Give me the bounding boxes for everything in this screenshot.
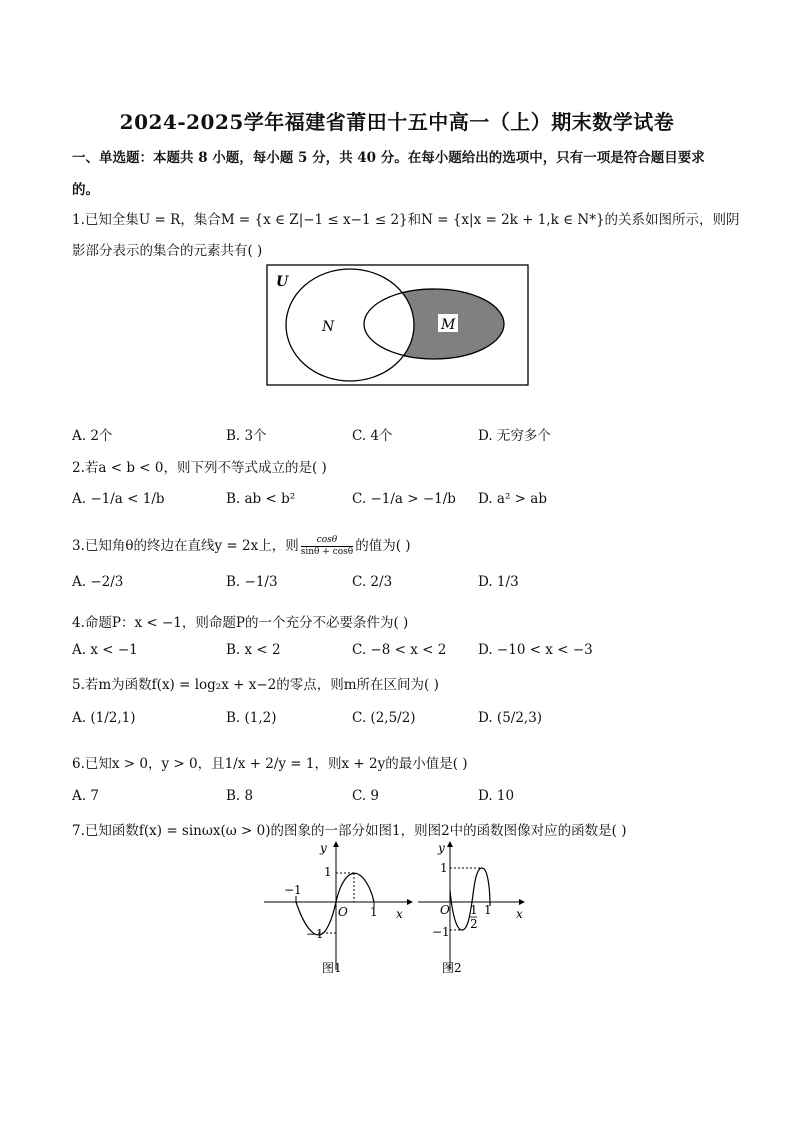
fig2-caption: 图2 — [442, 961, 462, 975]
q3-stem-pre: 3.已知角θ的终边在直线y = 2x上，则 — [72, 538, 299, 554]
q3-option-d: D. 1/3 — [478, 574, 519, 590]
question-6-stem: 6.已知x > 0，y > 0，且1/x + 2/y = 1，则x + 2y的最小值是( ) — [72, 756, 468, 772]
fig1-y-label: y — [320, 841, 327, 855]
q3-frac-num: cosθ — [301, 535, 353, 547]
fig2-y-neg-one: −1 — [432, 925, 450, 939]
fig1-y-neg-one: −1 — [306, 927, 324, 941]
set-m-label: M — [441, 317, 456, 333]
q4-option-c: C. −8 < x < 2 — [352, 642, 447, 658]
q6-option-b: B. 8 — [226, 788, 254, 804]
fig2-x-label: x — [516, 907, 523, 921]
fig1-x-neg-one: −1 — [284, 883, 302, 897]
question-7-stem: 7.已知函数f(x) = sinωx(ω > 0)的图象的一部分如图1，则图2中的函数图像对应的函数是( ) — [72, 823, 627, 839]
fig1-curve — [296, 873, 374, 935]
question-1-line2: 影部分表示的集合的元素共有( ) — [72, 243, 263, 259]
set-n-label: N — [322, 319, 335, 335]
q3-option-b: B. −1/3 — [226, 574, 278, 590]
q2-option-b: B. ab < b² — [226, 491, 296, 507]
question-1-line1: 1.已知全集U = R，集合M = {x ∈ Z|−1 ≤ x−1 ≤ 2}和N = {x|x = 2k + 1,k ∈ N*}的关系如图所示，则阴 — [72, 212, 740, 228]
fig1-origin: O — [338, 905, 348, 919]
q1-option-a: A. 2个 — [72, 428, 113, 444]
universe-label: U — [276, 274, 289, 290]
venn-diagram — [266, 264, 530, 388]
q3-fraction — [301, 535, 353, 558]
q3-frac-den: sinθ + cosθ — [300, 547, 354, 557]
fig2-half-den: 2 — [470, 917, 478, 931]
question-3-stem — [72, 534, 411, 558]
question-4-stem: 4.命题P：x < −1，则命题P的一个充分不必要条件为( ) — [72, 615, 409, 631]
q6-option-d: D. 10 — [478, 788, 515, 804]
q1-option-c: C. 4个 — [352, 428, 393, 444]
fig1-x-label: x — [396, 907, 403, 921]
fig2-origin: O — [440, 903, 450, 917]
section-heading-line1: 一、单选题：本题共 8 小题，每小题 5 分，共 40 分。在每小题给出的选项中，只有一项是符合题目要求 — [72, 150, 705, 166]
q1-option-b: B. 3个 — [226, 428, 267, 444]
q2-option-d: D. a² > ab — [478, 491, 547, 507]
q3-option-a: A. −2/3 — [72, 574, 124, 590]
section-heading-line2: 的。 — [72, 182, 99, 198]
q4-option-d: D. −10 < x < −3 — [478, 642, 593, 658]
question-2-stem: 2.若a < b < 0，则下列不等式成立的是( ) — [72, 460, 327, 476]
q6-option-a: A. 7 — [72, 788, 99, 804]
q5-option-a: A. (1/2,1) — [72, 710, 136, 726]
q4-option-b: B. x < 2 — [226, 642, 281, 658]
q3-stem-post: 的值为( ) — [355, 538, 411, 554]
q7-figures — [262, 840, 532, 980]
q5-option-b: B. (1,2) — [226, 710, 277, 726]
fig2-half-num: 1 — [470, 903, 478, 917]
q3-option-c: C. 2/3 — [352, 574, 393, 590]
page-title: 2024-2025学年福建省莆田十五中高一（上）期末数学试卷 — [119, 110, 675, 134]
q6-option-c: C. 9 — [352, 788, 380, 804]
fig2-y-label: y — [438, 841, 445, 855]
set-n-ellipse — [286, 269, 414, 381]
question-5-stem: 5.若m为函数f(x) = log₂x + x−2的零点，则m所在区间为( ) — [72, 677, 439, 693]
q2-option-c: C. −1/a > −1/b — [352, 491, 456, 507]
q5-option-c: C. (2,5/2) — [352, 710, 416, 726]
fig2-x-one: 1 — [484, 903, 492, 917]
q2-option-a: A. −1/a < 1/b — [72, 491, 165, 507]
q4-option-a: A. x < −1 — [72, 642, 138, 658]
fig1-caption: 图1 — [322, 961, 342, 975]
q1-option-d: D. 无穷多个 — [478, 428, 551, 444]
figure-1 — [264, 841, 412, 975]
q5-option-d: D. (5/2,3) — [478, 710, 543, 726]
fig1-x-one: 1 — [370, 905, 378, 919]
fig2-y-one: 1 — [440, 861, 448, 875]
figure-2 — [418, 841, 524, 975]
fig1-y-one: 1 — [324, 865, 332, 879]
